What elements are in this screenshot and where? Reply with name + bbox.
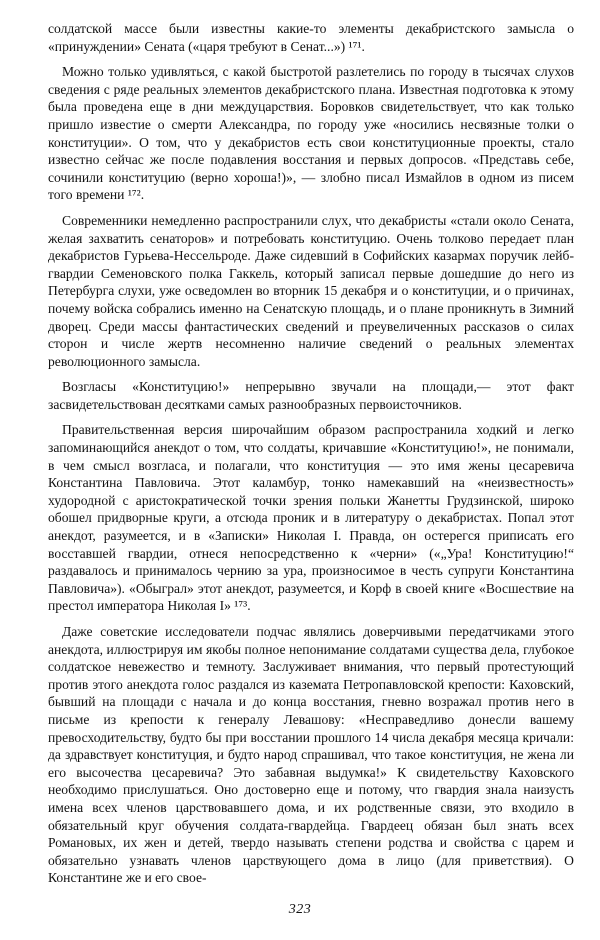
paragraph-continuation: солдатской массе были известны какие-то элементы декабристского замысла о «принуждении» Сената («царя требуют в Сенат...») ¹⁷¹.: [48, 21, 574, 54]
paragraph-soviet-researchers: Даже советские исследователи подчас являлись доверчивыми передатчиками этого анекдота, иллюстрируя им якобы полное непонимание солдатами существа дела, глубокое солдатское невежество и темноту. Заслуживает внимания, что первый протестующий против этого анекдота голос раздался из каземата Петропавловской крепости: Каховский, бывший на площади с начала и до конца восстания, гневно возражал против него в письме из крепости к генералу Левашову: «Несправедливо донесли вашему превосходительству, будто бы при восстании прошлого 14 числа декабря месяца кричали: да здравствует конституция, и будто народ спрашивал, что такое конституция, не жена ли его высочества цесаревича? Это забавная выдумка!» К свидетельству Каховского необходимо прислушаться. Оно достоверно еще и потому, что гвардия знала наизусть имена всех членов царствовавшего дома, и их родственные связи, это входило в обязательный круг обучения солдата-гвардейца. Гвардеец обязан был знать всех Романовых, их жен и детей, твердо называть степени родства и свойства с царем и обязательно узнавать членов царствующего дома в лицо (для приветствия). О Константине же и его свое-: [48, 624, 574, 886]
page-number: 323: [288, 902, 312, 917]
page-body: [48, 20, 574, 887]
paragraph-contemporaries: Современники немедленно распространили слух, что декабристы «стали около Сената, желая захватить сенаторов» и потребовать конституцию. Очень толково передает план декабристов Гурьева-Нессельроде. Даже сидевший в Софийских казармах поручик лейб-гвардии Семеновского полка Гаккель, который записал первые дошедшие до него из Петербурга слухи, уже осведомлен во вторник 15 декабря и о конституции, и о причинах, почему войска собрались именно на Сенатскую площадь, и о плане проникнуть в Зимний дворец. Среди массы фантастических сведений и преувеличенных рассказов о силах сторон и числе жертв несомненно наличие сведений о реальных элементах революционного замысла.: [48, 212, 574, 369]
paragraph-government-version: Правительственная версия широчайшим образом распространила ходкий и легко запоминающийся анекдот о том, что солдаты, кричавшие «Конституцию!», не понимали, в чем смысл возгласа, и полагали, что конституция — это имя жены цесаревича Константина Павловича. Этот каламбур, тонко намекавший на «неизвестность» худородной с аристократической точки зрения польки Жанетты Грудзинской, широко обошел придворные круги, а отсюда проник и в литературу о декабристах. Попал этот анекдот, разумеется, и в «Записки» Николая I. Правда, он остерегся приписать его восставшей гвардии, отнеся непосредственно к «черни» («„Ура! Конституцию!“ раздавалось и принималось чернию за ура, произносимое в честь супруги Константина Павловича»). «Обыграл» этот анекдот, разумеется, и Корф в своей книге «Восшествие на престол императора Николая I» ¹⁷³.: [48, 422, 574, 614]
paragraph-exclamations: Возгласы «Конституцию!» непрерывно звучали на площади,— этот факт засвидетельствован десятками самых разнообразных первоисточников.: [48, 379, 574, 412]
paragraph-rumors: Можно только удивляться, с какой быстротой разлетелись по городу в тысячах слухов сведения с ряде реальных элементов декабристского плана. Известная подготовка к этому была проведена еще в дни междуцарствия. Боровков свидетельствует, что как только пришло известие о смерти Александра, по городу уже «носились несвязные толки о конституции». О том, что у декабристов есть свои конституционные проекты, стало известно сейчас же после подавления восстания и первых допросов. «Представь себе, сочинили конституцию (верно хороша!)», — злобно писал Измайлов в одном из писем того времени ¹⁷².: [48, 64, 574, 203]
